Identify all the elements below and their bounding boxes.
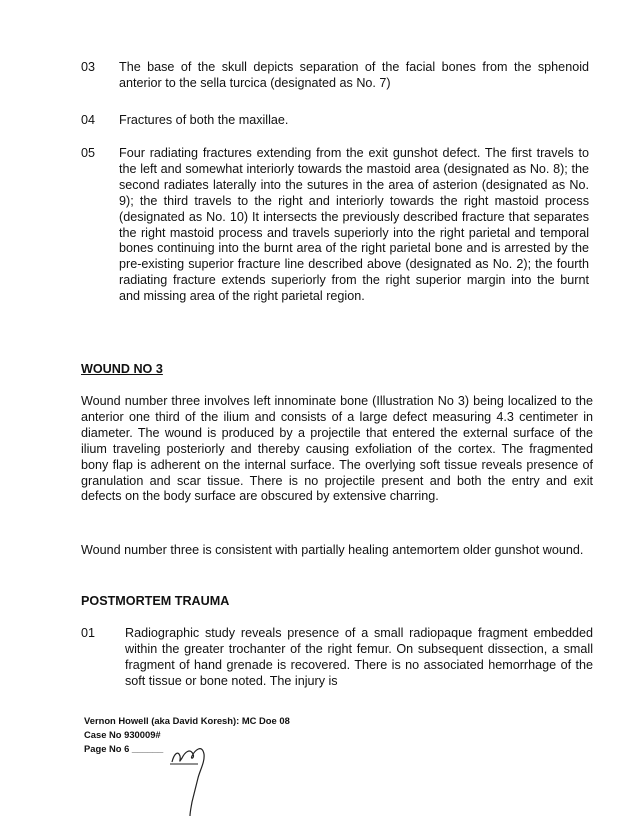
- item-text: Radiographic study reveals presence of a small radiopaque fragment embedded within the greater trochanter of the right femur. On subsequent dissection, a small fragment of hand grenade is recovered. There is no associated hemorrhage of the soft tissue or bone noted. The injury is: [125, 626, 593, 688]
- footer-case-number: Case No 930009#: [84, 729, 161, 740]
- item-number: 04: [81, 113, 96, 127]
- handwritten-initials: [168, 736, 212, 816]
- item-text: Fractures of both the maxillae.: [119, 113, 289, 127]
- wound-3-description: Wound number three involves left innominate bone (Illustration No 3) being localized to the anterior one third of the ilium and consists of a large defect measuring 4.3 centimeter in diameter. The wound is produced by a projectile that entered the external surface of the ilium traveling posteriorly and thereby causing exfoliation of the cortex. The fragmented bony flap is adherent on the internal surface. The overlying soft tissue reveals presence of granulation and scar tissue. There is no projectile present and both the entry and exit defects on the body surface are obscured by extensive charring.: [81, 394, 593, 504]
- postmortem-item-01: [81, 626, 593, 696]
- item-text: Four radiating fractures extending from the exit gunshot defect. The first travels to the left and somewhat interiorly towards the mastoid area (designated as No. 8); the second radiates laterally into the sutures in the area of asterion (designated as No. 9); the third travels to the right and interiorly towards the right mastoid process (designated as No. 10) It intersects the previously described fracture that separates the right mastoid process and travels superiorly into the right parietal and temporal bones continuing into the burnt area of the right parietal bone and is arrested by the pre-existing superior fracture line described above (designated as No. 2); the fourth radiating fracture extends superiorly from the right superior margin into the burnt and missing area of the right parietal region.: [119, 146, 589, 304]
- footer-page-number: Page No 6 ______: [84, 743, 164, 754]
- finding-item-03: [81, 60, 593, 94]
- footer-subject: Vernon Howell (aka David Koresh): MC Doe 08: [84, 715, 290, 726]
- section-heading-postmortem-trauma: POSTMORTEM TRAUMA: [81, 594, 230, 608]
- finding-item-05: [81, 146, 593, 346]
- item-text: The base of the skull depicts separation of the facial bones from the sphenoid anterior to the sella turcica (designated as No. 7): [119, 60, 589, 90]
- item-number: 03: [81, 60, 96, 74]
- item-number: 01: [81, 626, 96, 640]
- item-number: 05: [81, 146, 96, 160]
- section-heading-wound-3: WOUND NO 3: [81, 362, 163, 376]
- wound-3-conclusion: Wound number three is consistent with partially healing antemortem older gunshot wound.: [81, 543, 584, 557]
- finding-item-04: [81, 113, 593, 131]
